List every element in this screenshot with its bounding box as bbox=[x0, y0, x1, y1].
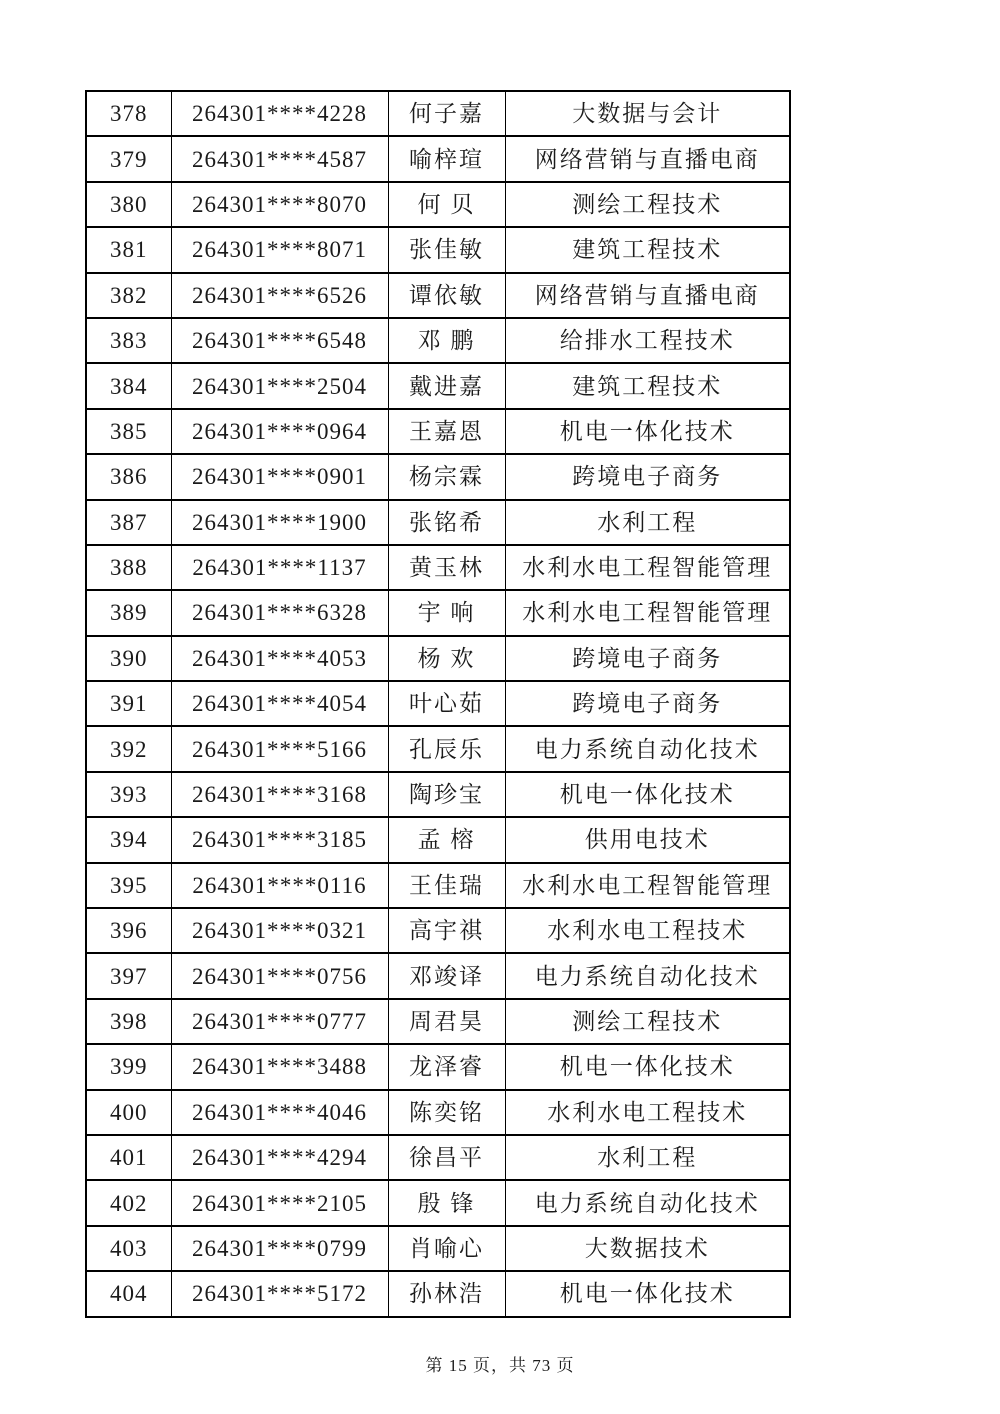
major-cell: 水利工程 bbox=[505, 1135, 790, 1180]
table-row bbox=[86, 1180, 790, 1225]
student-name-cell: 龙泽睿 bbox=[388, 1044, 505, 1089]
row-number-cell: 378 bbox=[86, 91, 171, 136]
row-number-cell: 392 bbox=[86, 726, 171, 771]
table-row bbox=[86, 999, 790, 1044]
table-row bbox=[86, 1135, 790, 1180]
masked-id-cell: 264301****4228 bbox=[171, 91, 388, 136]
major-cell: 网络营销与直播电商 bbox=[505, 136, 790, 181]
student-name-cell: 陶珍宝 bbox=[388, 772, 505, 817]
row-number-cell: 380 bbox=[86, 182, 171, 227]
table-row bbox=[86, 545, 790, 590]
masked-id-cell: 264301****6526 bbox=[171, 273, 388, 318]
row-number-cell: 401 bbox=[86, 1135, 171, 1180]
row-number-cell: 391 bbox=[86, 681, 171, 726]
student-name-cell: 徐昌平 bbox=[388, 1135, 505, 1180]
masked-id-cell: 264301****4046 bbox=[171, 1090, 388, 1135]
major-cell: 电力系统自动化技术 bbox=[505, 726, 790, 771]
masked-id-cell: 264301****0756 bbox=[171, 953, 388, 998]
table-row bbox=[86, 273, 790, 318]
masked-id-cell: 264301****2105 bbox=[171, 1180, 388, 1225]
table-row bbox=[86, 908, 790, 953]
student-name-cell: 邓竣译 bbox=[388, 953, 505, 998]
student-name-cell: 孔辰乐 bbox=[388, 726, 505, 771]
table-row bbox=[86, 318, 790, 363]
student-name-cell: 张佳敏 bbox=[388, 227, 505, 272]
row-number-cell: 404 bbox=[86, 1271, 171, 1316]
masked-id-cell: 264301****2504 bbox=[171, 363, 388, 408]
row-number-cell: 381 bbox=[86, 227, 171, 272]
student-name-cell: 戴进嘉 bbox=[388, 363, 505, 408]
student-name-cell: 邓 鹏 bbox=[388, 318, 505, 363]
student-name-cell: 何子嘉 bbox=[388, 91, 505, 136]
row-number-cell: 386 bbox=[86, 454, 171, 499]
masked-id-cell: 264301****5172 bbox=[171, 1271, 388, 1316]
student-name-cell: 喻梓瑄 bbox=[388, 136, 505, 181]
major-cell: 机电一体化技术 bbox=[505, 1271, 790, 1316]
major-cell: 大数据与会计 bbox=[505, 91, 790, 136]
row-number-cell: 399 bbox=[86, 1044, 171, 1089]
major-cell: 水利水电工程智能管理 bbox=[505, 590, 790, 635]
major-cell: 跨境电子商务 bbox=[505, 454, 790, 499]
masked-id-cell: 264301****5166 bbox=[171, 726, 388, 771]
table-row bbox=[86, 863, 790, 908]
table-row bbox=[86, 227, 790, 272]
row-number-cell: 394 bbox=[86, 817, 171, 862]
row-number-cell: 390 bbox=[86, 636, 171, 681]
student-name-cell: 杨 欢 bbox=[388, 636, 505, 681]
table-row bbox=[86, 681, 790, 726]
table-row bbox=[86, 1226, 790, 1271]
major-cell: 跨境电子商务 bbox=[505, 636, 790, 681]
row-number-cell: 382 bbox=[86, 273, 171, 318]
major-cell: 建筑工程技术 bbox=[505, 227, 790, 272]
masked-id-cell: 264301****8071 bbox=[171, 227, 388, 272]
table-row bbox=[86, 136, 790, 181]
row-number-cell: 403 bbox=[86, 1226, 171, 1271]
table-row bbox=[86, 590, 790, 635]
student-name-cell: 王嘉恩 bbox=[388, 409, 505, 454]
table-row bbox=[86, 409, 790, 454]
table-row bbox=[86, 182, 790, 227]
major-cell: 水利工程 bbox=[505, 500, 790, 545]
masked-id-cell: 264301****4587 bbox=[171, 136, 388, 181]
student-name-cell: 何 贝 bbox=[388, 182, 505, 227]
student-name-cell: 杨宗霖 bbox=[388, 454, 505, 499]
major-cell: 网络营销与直播电商 bbox=[505, 273, 790, 318]
student-name-cell: 高宇祺 bbox=[388, 908, 505, 953]
major-cell: 建筑工程技术 bbox=[505, 363, 790, 408]
major-cell: 水利水电工程技术 bbox=[505, 1090, 790, 1135]
table-row bbox=[86, 1271, 790, 1316]
table-row bbox=[86, 1090, 790, 1135]
table-row bbox=[86, 1044, 790, 1089]
masked-id-cell: 264301****0901 bbox=[171, 454, 388, 499]
row-number-cell: 383 bbox=[86, 318, 171, 363]
masked-id-cell: 264301****6548 bbox=[171, 318, 388, 363]
student-name-cell: 周君昊 bbox=[388, 999, 505, 1044]
student-name-cell: 孟 榕 bbox=[388, 817, 505, 862]
table-row bbox=[86, 953, 790, 998]
student-name-cell: 殷 锋 bbox=[388, 1180, 505, 1225]
masked-id-cell: 264301****0777 bbox=[171, 999, 388, 1044]
student-name-cell: 谭依敏 bbox=[388, 273, 505, 318]
masked-id-cell: 264301****4053 bbox=[171, 636, 388, 681]
masked-id-cell: 264301****4294 bbox=[171, 1135, 388, 1180]
major-cell: 水利水电工程智能管理 bbox=[505, 545, 790, 590]
masked-id-cell: 264301****6328 bbox=[171, 590, 388, 635]
student-name-cell: 孙林浩 bbox=[388, 1271, 505, 1316]
table-row bbox=[86, 91, 790, 136]
row-number-cell: 402 bbox=[86, 1180, 171, 1225]
masked-id-cell: 264301****0964 bbox=[171, 409, 388, 454]
masked-id-cell: 264301****0116 bbox=[171, 863, 388, 908]
masked-id-cell: 264301****1137 bbox=[171, 545, 388, 590]
major-cell: 大数据技术 bbox=[505, 1226, 790, 1271]
row-number-cell: 396 bbox=[86, 908, 171, 953]
major-cell: 测绘工程技术 bbox=[505, 182, 790, 227]
major-cell: 水利水电工程技术 bbox=[505, 908, 790, 953]
row-number-cell: 388 bbox=[86, 545, 171, 590]
student-roster-table bbox=[85, 90, 791, 1318]
row-number-cell: 393 bbox=[86, 772, 171, 817]
student-name-cell: 叶心茹 bbox=[388, 681, 505, 726]
row-number-cell: 395 bbox=[86, 863, 171, 908]
student-name-cell: 陈奕铭 bbox=[388, 1090, 505, 1135]
masked-id-cell: 264301****0799 bbox=[171, 1226, 388, 1271]
major-cell: 机电一体化技术 bbox=[505, 1044, 790, 1089]
masked-id-cell: 264301****3488 bbox=[171, 1044, 388, 1089]
table-row bbox=[86, 363, 790, 408]
row-number-cell: 387 bbox=[86, 500, 171, 545]
row-number-cell: 379 bbox=[86, 136, 171, 181]
major-cell: 供用电技术 bbox=[505, 817, 790, 862]
table-row bbox=[86, 636, 790, 681]
masked-id-cell: 264301****1900 bbox=[171, 500, 388, 545]
row-number-cell: 398 bbox=[86, 999, 171, 1044]
masked-id-cell: 264301****8070 bbox=[171, 182, 388, 227]
major-cell: 电力系统自动化技术 bbox=[505, 953, 790, 998]
student-name-cell: 宇 响 bbox=[388, 590, 505, 635]
student-table-body bbox=[86, 91, 790, 1317]
major-cell: 水利水电工程智能管理 bbox=[505, 863, 790, 908]
table-row bbox=[86, 454, 790, 499]
student-name-cell: 肖喻心 bbox=[388, 1226, 505, 1271]
student-name-cell: 张铭希 bbox=[388, 500, 505, 545]
row-number-cell: 384 bbox=[86, 363, 171, 408]
student-name-cell: 黄玉林 bbox=[388, 545, 505, 590]
table-row bbox=[86, 817, 790, 862]
row-number-cell: 397 bbox=[86, 953, 171, 998]
row-number-cell: 400 bbox=[86, 1090, 171, 1135]
page-number-footer: 第 15 页，共 73 页 bbox=[425, 1356, 575, 1375]
major-cell: 测绘工程技术 bbox=[505, 999, 790, 1044]
major-cell: 电力系统自动化技术 bbox=[505, 1180, 790, 1225]
row-number-cell: 385 bbox=[86, 409, 171, 454]
masked-id-cell: 264301****3185 bbox=[171, 817, 388, 862]
row-number-cell: 389 bbox=[86, 590, 171, 635]
masked-id-cell: 264301****4054 bbox=[171, 681, 388, 726]
table-row bbox=[86, 772, 790, 817]
masked-id-cell: 264301****3168 bbox=[171, 772, 388, 817]
masked-id-cell: 264301****0321 bbox=[171, 908, 388, 953]
table-row bbox=[86, 500, 790, 545]
table-row bbox=[86, 726, 790, 771]
student-name-cell: 王佳瑞 bbox=[388, 863, 505, 908]
major-cell: 机电一体化技术 bbox=[505, 409, 790, 454]
major-cell: 机电一体化技术 bbox=[505, 772, 790, 817]
major-cell: 跨境电子商务 bbox=[505, 681, 790, 726]
major-cell: 给排水工程技术 bbox=[505, 318, 790, 363]
